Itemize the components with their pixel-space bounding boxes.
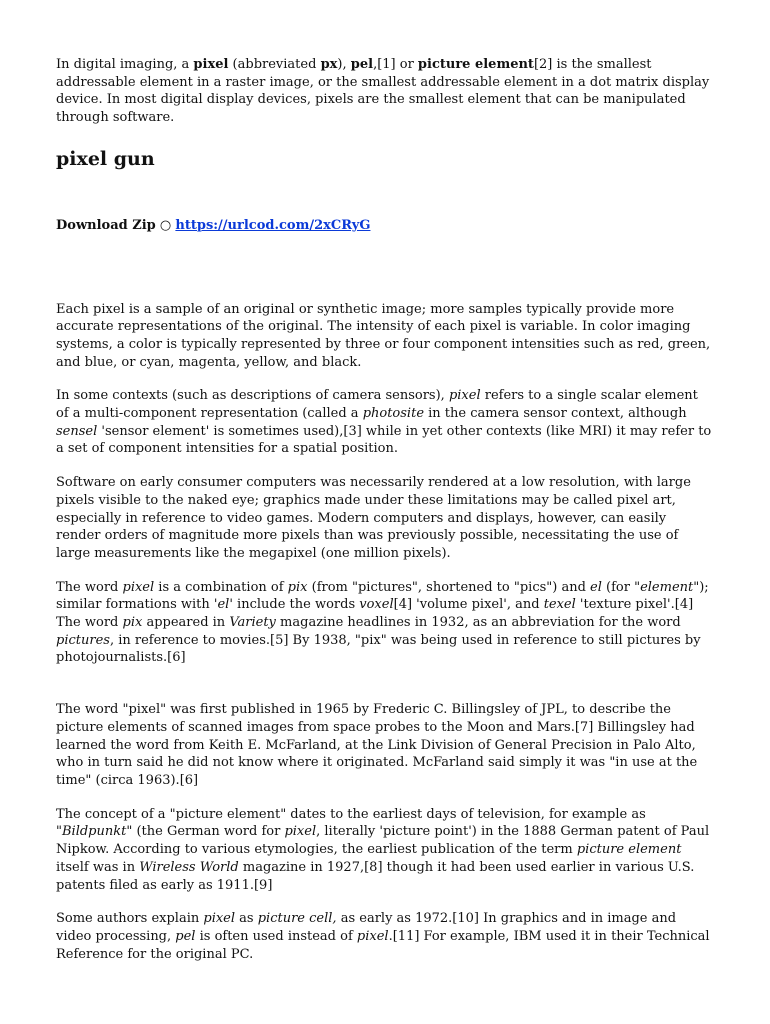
page-title: pixel gun [56,147,155,170]
text: ,[1] or [373,57,418,72]
paragraph-7 [56,910,714,963]
text: (abbreviated [228,57,321,72]
text: [2] is the smallest addressable element in a raster image, or the smallest addressable element in a dot matrix display device. In most digital display devices, pixels are the smallest element that can be manipulated through software. [56,57,710,126]
text: ' include the words [229,597,360,613]
emphasis: voxel [359,597,394,613]
paragraph-1: Each pixel is a sample of an original or synthetic image; more samples typically provide more accurate representations of the original. The intensity of each pixel is variable. In color imaging systems, a color is typically represented by three or four component intensities such as red, green, and blue, or cyan, magenta, yellow, and black. [56,301,711,370]
emphasis: pel [175,928,196,944]
paragraph-4 [56,579,714,668]
text: In some contexts (such as descriptions of camera sensors), [56,388,449,404]
text: " (the German word for [126,824,285,840]
text: is a combination of [154,579,288,595]
emphasis: pixel [356,928,389,944]
emphasis: el [217,597,230,613]
emphasis: sensel [56,423,98,439]
emphasis: element [640,579,694,595]
emphasis: texel [543,597,576,613]
emphasis: pix [287,579,308,595]
text: Some authors explain [56,911,204,927]
download-label: Download Zip [56,217,156,233]
text: is often used instead of [195,928,357,944]
emphasis: pix [122,615,143,631]
text: (for " [601,579,641,595]
text: in the camera sensor context, although [424,406,687,422]
emphasis: el [590,579,602,595]
paragraph-6 [56,806,714,895]
term-pel: pel [350,57,374,72]
paragraph-5: The word "pixel" was first published in 1965 by Frederic C. Billingsley of JPL, to describe the picture elements of scanned images from space probes to the Moon and Mars.[7] Billingsley had learned the word from Keith E. McFarland, at the Link Division of General Precision in Palo Alto, who in turn said he did not know where it originated. McFarland said simply it was "in use at the time" (circa 1963).[6] [56,702,698,788]
term-px: px [320,57,338,72]
emphasis: pixel [448,388,481,404]
text: [4] 'volume pixel', and [393,597,544,613]
emphasis: pixel [203,911,236,927]
text: (from "pictures", shortened to "pics") and [307,579,591,595]
download-link[interactable]: https://urlcod.com/2xCRyG [175,217,371,233]
emphasis: pictures [56,632,110,648]
text: "); similar formations with ' [56,579,709,613]
text: appeared in [142,615,230,631]
term-picture-element: picture element [417,57,534,72]
paragraph-2 [56,387,714,458]
emphasis: photosite [362,406,425,422]
emphasis: pixel [284,824,317,840]
spacer [56,683,714,701]
intro-paragraph [56,56,714,127]
emphasis: picture cell, [257,911,337,927]
text: , literally 'picture point') in the 1888 German patent of Paul Nipkow. According to various etymologies, the earliest publication of the term [56,824,710,858]
paragraph-3: Software on early consumer computers was necessarily rendered at a low resolution, with large pixels visible to the naked eye; graphics made under these limitations may be called pixel art, especially in reference to video games. Modern computers and displays, however, can easily render orders of magnitude more pixels than was previously possible, necessitating the use of large measurements like the megapixel (one million pixels). [56,475,691,561]
emphasis: Bildpunkt [61,824,127,840]
text: .[11] For example, IBM used it in their Technical Reference for the original PC. [56,928,710,962]
text: itself was in [56,859,140,875]
emphasis: Wireless World [139,859,239,875]
emphasis: pixel [122,579,155,595]
emphasis: picture element [576,842,682,858]
text: as early as 1972.[10] In graphics and in image and video processing, [56,911,677,944]
text: magazine in 1927,[8] though it had been used earlier in various U.S. patents filed as early as 1911.[9] [56,859,695,893]
term-pixel: pixel [193,57,229,72]
circle-icon: ○ [159,217,172,233]
text: 'texture pixel'.[4] The word [56,597,694,631]
text: as [235,911,258,927]
text: 'sensor element' is sometimes used),[3] while in yet other contexts (like MRI) it may refer to a set of component intensities for a spatial position. [56,423,712,457]
text: The word [56,579,123,595]
download-line [56,217,714,235]
text: The concept of a "picture element" dates to the earliest days of television, for example as " [56,806,646,840]
text: , in reference to movies.[5] By 1938, "pix" was being used in reference to still pictures by photojournalists.[6] [56,632,701,666]
emphasis: Variety [229,615,276,631]
text: magazine headlines in 1932, as an abbreviation for the word [275,615,681,631]
text: In digital imaging, a [56,57,194,72]
text: refers to a single scalar element of a multi-component representation (called a [56,388,698,422]
text: ), [337,57,351,72]
